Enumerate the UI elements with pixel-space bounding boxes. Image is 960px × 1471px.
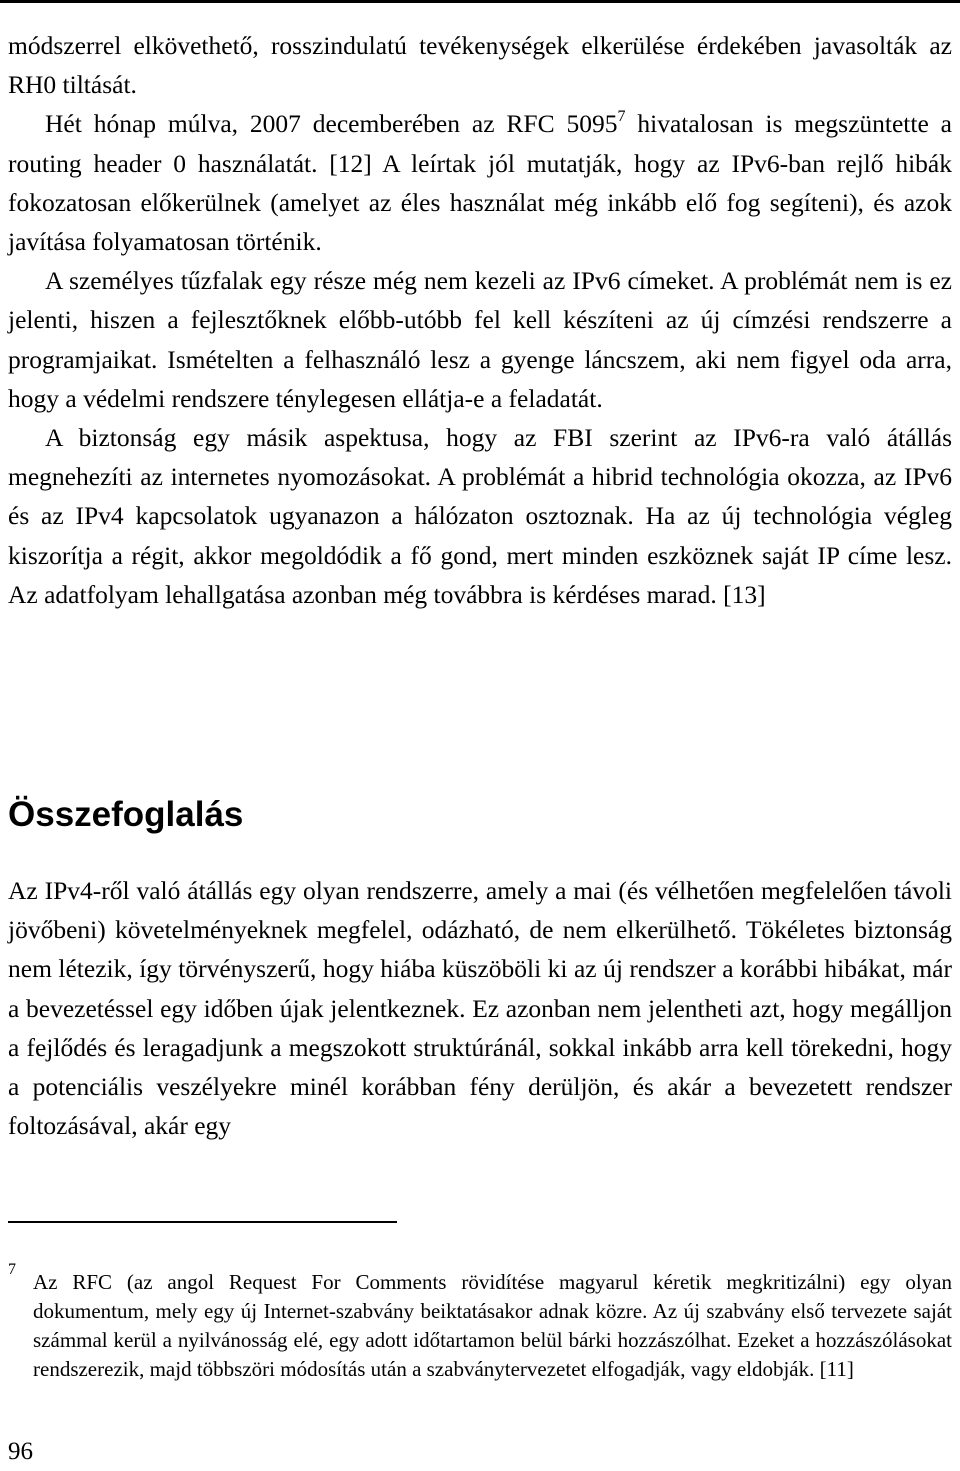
paragraph-summary: Az IPv4-ről való átállás egy olyan rendszerre, amely a mai (és vélhetően megfelelően távoli jövőbeni) követelményeknek megfelel, odázható, de nem elkerülhető. Tökéletes biztonság nem létezik, így törvényszerű, hogy hiába küszöböli ki az új rendszer a korábbi hibákat, már a bevezetéssel egy időben újak jelentkeznek. Ez azonban nem jelentheti azt, hogy megálljon a fejlődés és leragadjunk a megszokott struktúránál, sokkal inkább arra kell törekedni, hogy a potenciális veszélyekre minél korábban fény derüljön, és akár a bevezetett rendszer foltozásával, akár egy	[8, 876, 952, 1141]
footnote	[8, 1261, 952, 1384]
paragraph-firewall: A személyes tűzfalak egy része még nem kezeli az IPv6 címeket. A problémát nem is ez jelenti, hiszen a fejlesztőknek előbb-utóbb fel kell készíteni az új címzési rendszerre a programjaikat. Ismételten a felhasználó lesz a gyenge láncszem, aki nem figyel oda arra, hogy a védelmi rendszere ténylegesen ellátja-e a feladatát.	[8, 266, 952, 413]
paragraph-rfc5095	[8, 104, 952, 261]
footnote-text: Az RFC (az angol Request For Comments rövidítése magyarul kéretik megkritizálni) egy olyan dokumentum, mely egy új Internet-szabvány beiktatásakor adnak közre. Az új szabvány első tervezete saját számmal kerül a nyilvánosság elé, egy adott időtartamon belül bárki hozzászólhat. Ezeket a hozzászólásokat rendszerezik, majd többszöri módosítás után a szabványtervezetet elfogadják, vagy eldobják. [11]	[33, 1270, 952, 1381]
footnote-separator	[8, 1221, 397, 1223]
section-body-2	[8, 871, 952, 1145]
page-number: 96	[8, 1438, 33, 1465]
paragraph-rh0: módszerrel elkövethető, rosszindulatú tevékenységek elkerülése érdekében javasolták az RH0 tiltását.	[8, 31, 952, 100]
section-body-1	[8, 26, 952, 614]
rfc-text-start: Hét hónap múlva, 2007 decemberében az RFC 5095	[45, 109, 618, 139]
top-rule	[0, 0, 960, 3]
footnote-number: 7	[8, 1261, 16, 1278]
rfc-text-end: hivatalosan is megszüntette a routing header 0 használatát. [12] A leírtak jól mutatják, hogy az IPv6-ban rejlő hibák fokozatosan előkerülnek (amelyet az éles használat még inkább elő fog segíteni), és azok javítása folyamatosan történik.	[8, 109, 952, 257]
paragraph-fbi: A biztonság egy másik aspektusa, hogy az FBI szerint az IPv6-ra való átállás megnehezíti az internetes nyomozásokat. A problémát a hibrid technológia okozza, az IPv6 és az IPv4 kapcsolatok ugyanazon a hálózaton osztoznak. Ha az új technológia végleg kiszorítja a régit, akkor megoldódik a fő gond, mert minden eszköznek saját IP címe lesz. Az adatfolyam lehallgatása azonban még továbbra is kérdéses marad. [13]	[8, 423, 952, 609]
footnote-ref: 7	[617, 108, 626, 126]
section-heading: Összefoglalás	[8, 795, 244, 834]
